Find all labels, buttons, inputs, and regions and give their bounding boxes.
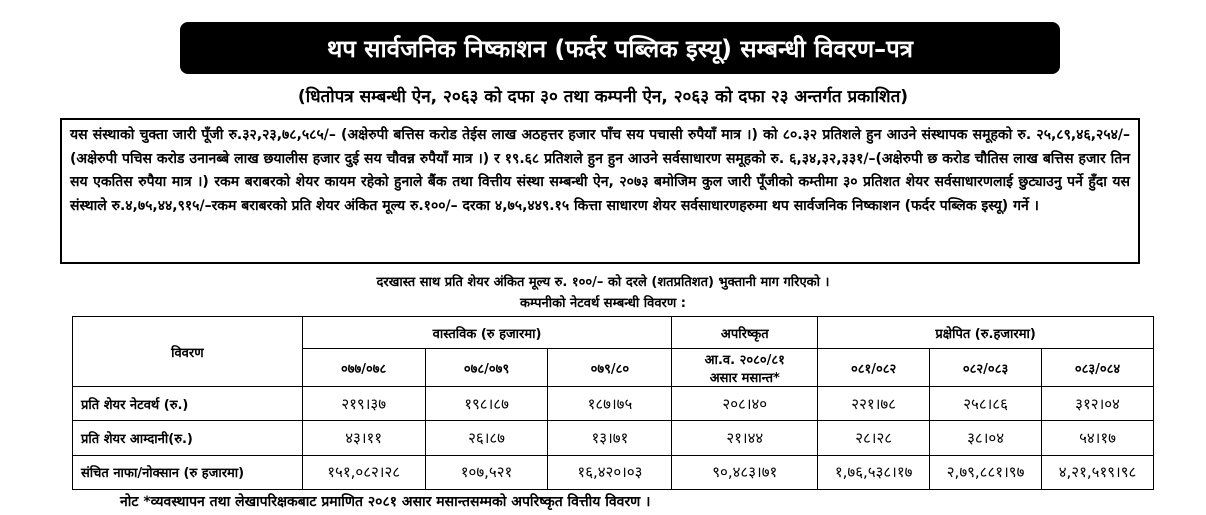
year-header: ०८१/०८२ <box>818 349 930 387</box>
document-title-banner <box>180 22 1060 74</box>
header-label: विवरण <box>73 317 303 387</box>
year-header: ०८२/०८३ <box>930 349 1042 387</box>
cell-value: १९८।८७ <box>425 387 548 421</box>
cell-value: ९०,४८३।७१ <box>672 455 818 489</box>
header-projected: प्रक्षेपित (रु.हजारमा) <box>818 317 1154 349</box>
intro-paragraph: यस संस्थाको चुक्ता जारी पूँजी रु.३२,२३,७८,५८५/– (अक्षेरुपी बत्तिस करोड तेईस लाख अठहत्तर हजार पाँच सय पचासी रुपैयाँ मात्र ।) को ८०.३२ प्रतिशले हुन आउने संस्थापक समूहको रु. २५,८९,४६,२५४/– (अक्षेरुपी पचिस करोड उनानब्बे लाख छयालीस हजार दुई सय चौवन्न रुपैयाँ मात्र ।) र १९.६८ प्रतिशले हुन हुन आउने सर्वसाधारण समूहको रु. ६,३४,३२,३३१/–(अक्षेरुपी छ करोड चौतिस लाख बत्तिस हजार तिन सय एकतिस रुपैया मात्र ।) रकम बराबरको शेयर कायम रहेको हुनाले बैंक तथा वित्तीय संस्था सम्बन्धी ऐन, २०७३ बमोजिम कुल जारी पूँजीको कम्तीमा ३० प्रतिशत शेयर सर्वसाधारणलाई छुट्याउनु पर्ने हुँदा यस संस्थाले रु.४,७५,४४,९१५/–रकम बराबरको प्रति शेयर अंकित मूल्य रु.१००/– दरका ४,७५,४४९.१५ कित्ता साधारण शेयर सर्वसाधारणहरुमा थप सार्वजनिक निष्काशन (फर्दर पब्लिक इस्यू) गर्ने । <box>60 118 1140 264</box>
table-row <box>73 387 1154 421</box>
row-label: प्रति शेयर आम्दानी(रु.) <box>73 421 303 455</box>
header-unaudited: अपरिष्कृत <box>672 317 818 349</box>
cell-value: १०७,५२१ <box>425 455 548 489</box>
cell-value: ३१२।०४ <box>1042 387 1154 421</box>
cell-value: २१९।३७ <box>302 387 425 421</box>
year-header: ०७८/०७९ <box>425 349 548 387</box>
cell-value: २५८।८६ <box>930 387 1042 421</box>
networth-table <box>72 316 1154 490</box>
cell-value: २०८।४० <box>672 387 818 421</box>
year-header: ०८३/०८४ <box>1042 349 1154 387</box>
cell-value: ४,२१,५१९।९८ <box>1042 455 1154 489</box>
cell-value: २१।४४ <box>672 421 818 455</box>
document-subtitle: (धितोपत्र सम्बन्धी ऐन, २०६३ को दफा ३० तथा कम्पनी ऐन, २०६३ को दफा २३ अन्तर्गत प्रकाशित) <box>297 87 909 107</box>
year-header-text: आ.व. २०८०/८१ <box>704 352 785 368</box>
row-label: प्रति शेयर नेटवर्थ (रु.) <box>73 387 303 421</box>
year-header: ०७९/८० <box>548 349 672 387</box>
cell-value: १६,४२०।०३ <box>548 455 672 489</box>
document-title: थप सार्वजनिक निष्काशन (फर्दर पब्लिक इस्यू) सम्बन्धी विवरण–पत्र <box>326 34 914 63</box>
networth-heading: कम्पनीको नेटवर्थ सम्बन्धी विवरण : <box>520 296 686 311</box>
cell-value: १,७६,५३८।१७ <box>818 455 930 489</box>
cell-value: १३।७१ <box>548 421 672 455</box>
header-actual: वास्तविक (रु हजारमा) <box>302 317 672 349</box>
year-header-sub: असार मसान्त* <box>709 370 780 386</box>
cell-value: ३८।०४ <box>930 421 1042 455</box>
footnote: नोट *व्यवस्थापन तथा लेखापरिक्षकबाट प्रमाणित २०८१ असार मसान्तसम्मको अपरिष्कृत वित्तीय विवरण । <box>120 494 651 510</box>
year-header: ०७७/०७८ <box>302 349 425 387</box>
payment-note: दरखास्त साथ प्रति शेयर अंकित मूल्य रु. १००/– को दरले (शतप्रतिशत) भुक्तानी माग गरिएको । <box>376 275 830 290</box>
cell-value: ४३।११ <box>302 421 425 455</box>
table-row <box>73 421 1154 455</box>
year-header-unaudited <box>672 349 818 387</box>
cell-value: २२१।७८ <box>818 387 930 421</box>
cell-value: २६।८७ <box>425 421 548 455</box>
cell-value: ५४।१७ <box>1042 421 1154 455</box>
cell-value: १८७।७५ <box>548 387 672 421</box>
row-label: संचित नाफा/नोक्सान (रु हजारमा) <box>73 455 303 489</box>
cell-value: २,७९,८८१।९७ <box>930 455 1042 489</box>
table-row <box>73 455 1154 489</box>
cell-value: १५१,०८२।२८ <box>302 455 425 489</box>
cell-value: २८।२८ <box>818 421 930 455</box>
